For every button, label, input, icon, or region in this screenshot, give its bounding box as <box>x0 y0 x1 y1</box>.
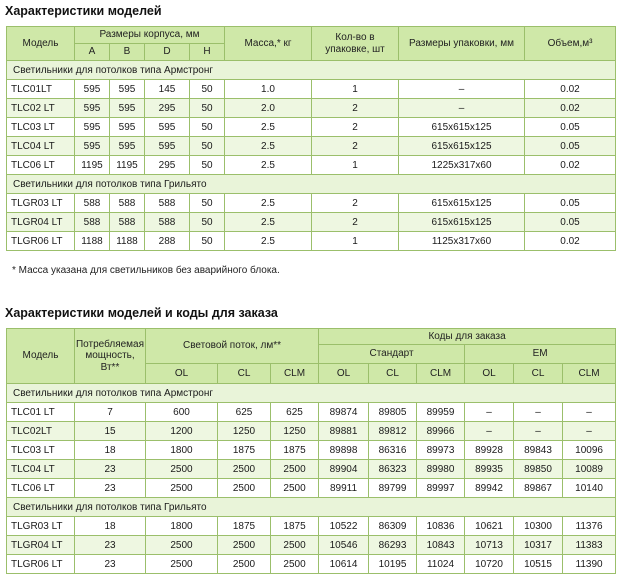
table-cell: 23 <box>75 536 146 555</box>
table-cell: 10836 <box>417 517 465 536</box>
table-cell: 2.5 <box>225 194 312 213</box>
table-cell: 595 <box>75 80 110 99</box>
table-cell: 23 <box>75 460 146 479</box>
table-cell: 1195 <box>75 156 110 175</box>
order-codes-table <box>6 328 616 574</box>
col-dim-a: A <box>75 44 110 61</box>
section-label: Светильники для потолков типа Армстронг <box>7 61 616 80</box>
section-row <box>7 384 616 403</box>
table-row <box>7 422 616 441</box>
table-cell: 10089 <box>563 460 616 479</box>
col-flux: Световой поток, лм** <box>146 329 319 364</box>
table-cell: 86309 <box>369 517 417 536</box>
section-label: Светильники для потолков типа Грильято <box>7 498 616 517</box>
table-cell: 2 <box>312 99 399 118</box>
table-cell: 0.02 <box>525 80 616 99</box>
table-cell: 89997 <box>417 479 465 498</box>
table-cell: 10546 <box>319 536 369 555</box>
models-spec-table <box>6 26 616 251</box>
table-cell: 15 <box>75 422 146 441</box>
footnote: * Масса указана для светильников без аварийного блока. <box>12 265 280 276</box>
table-cell: 1 <box>312 80 399 99</box>
table-cell: 2500 <box>146 460 218 479</box>
table-cell: 595 <box>110 80 145 99</box>
table-cell: 0.02 <box>525 232 616 251</box>
col-standard: Стандарт <box>319 345 465 364</box>
col-qty: Кол-во в упаковке, шт <box>312 27 399 61</box>
col-dim-d: D <box>145 44 190 61</box>
col-dims: Размеры корпуса, мм <box>75 27 225 44</box>
table-cell: 89812 <box>369 422 417 441</box>
table-row <box>7 441 616 460</box>
table-cell: 2500 <box>271 536 319 555</box>
table-cell: 1875 <box>218 441 271 460</box>
col-em: EM <box>465 345 616 364</box>
table-cell: 1800 <box>146 441 218 460</box>
table-cell: 595 <box>110 99 145 118</box>
table1-title: Характеристики моделей <box>5 4 162 18</box>
table-row <box>7 232 616 251</box>
table-cell: 10300 <box>514 517 563 536</box>
table-cell: 2500 <box>271 479 319 498</box>
table-cell: 2500 <box>271 460 319 479</box>
table-cell: 10140 <box>563 479 616 498</box>
table-cell: 89973 <box>417 441 465 460</box>
table-cell: 89980 <box>417 460 465 479</box>
table-cell: 588 <box>145 213 190 232</box>
table-cell: 2 <box>312 118 399 137</box>
table-cell: 2.0 <box>225 99 312 118</box>
table-cell: 10621 <box>465 517 514 536</box>
table-cell: 615x615x125 <box>399 118 525 137</box>
table-cell: 1875 <box>271 441 319 460</box>
table-row <box>7 80 616 99</box>
model-cell: TLC04 LT <box>7 137 75 156</box>
table-cell: 1250 <box>271 422 319 441</box>
col-dim-h: H <box>190 44 225 61</box>
table-cell: 295 <box>145 99 190 118</box>
table-cell: – <box>563 422 616 441</box>
col-std-cl: CL <box>369 364 417 384</box>
section-label: Светильники для потолков типа Грильято <box>7 175 616 194</box>
col-em-ol: OL <box>465 364 514 384</box>
table-cell: 23 <box>75 555 146 574</box>
model-cell: TLGR04 LT <box>7 213 75 232</box>
table-cell: 0.05 <box>525 118 616 137</box>
table-cell: 2500 <box>146 479 218 498</box>
table-cell: 595 <box>75 137 110 156</box>
table-cell: – <box>465 403 514 422</box>
col-flux-cl: CL <box>218 364 271 384</box>
model-cell: TLC04 LT <box>7 460 75 479</box>
table-row <box>7 517 616 536</box>
table-cell: 295 <box>145 156 190 175</box>
table-cell: 600 <box>146 403 218 422</box>
table-cell: 1195 <box>110 156 145 175</box>
col-em-cl: CL <box>514 364 563 384</box>
table-cell: 1800 <box>146 517 218 536</box>
table-row <box>7 536 616 555</box>
table-cell: 615x615x125 <box>399 137 525 156</box>
table-cell: 595 <box>145 118 190 137</box>
table-cell: 2 <box>312 213 399 232</box>
col-std-ol: OL <box>319 364 369 384</box>
table-cell: 595 <box>110 118 145 137</box>
section-label: Светильники для потолков типа Армстронг <box>7 384 616 403</box>
table-cell: 0.02 <box>525 156 616 175</box>
table-cell: 595 <box>110 137 145 156</box>
table-cell: – <box>514 403 563 422</box>
table-cell: 10713 <box>465 536 514 555</box>
model-cell: TLGR06 LT <box>7 555 75 574</box>
table-cell: 1125x317x60 <box>399 232 525 251</box>
table-cell: 50 <box>190 118 225 137</box>
table-cell: 11390 <box>563 555 616 574</box>
table-cell: 86293 <box>369 536 417 555</box>
table-row <box>7 99 616 118</box>
model-cell: TLC06 LT <box>7 479 75 498</box>
table-cell: 10317 <box>514 536 563 555</box>
table-cell: 588 <box>145 194 190 213</box>
model-cell: TLGR04 LT <box>7 536 75 555</box>
table-cell: 288 <box>145 232 190 251</box>
table-cell: 2500 <box>218 460 271 479</box>
table-cell: – <box>465 422 514 441</box>
table-cell: 1 <box>312 156 399 175</box>
table-cell: 2 <box>312 194 399 213</box>
table-cell: 89799 <box>369 479 417 498</box>
table-row <box>7 137 616 156</box>
table-row <box>7 213 616 232</box>
table-cell: 50 <box>190 99 225 118</box>
table-cell: – <box>399 80 525 99</box>
table-cell: 625 <box>271 403 319 422</box>
table-cell: 588 <box>110 213 145 232</box>
table-row <box>7 156 616 175</box>
table-cell: 11376 <box>563 517 616 536</box>
table-cell: 10195 <box>369 555 417 574</box>
table-cell: 10522 <box>319 517 369 536</box>
table-cell: 2.5 <box>225 232 312 251</box>
table-cell: 1875 <box>218 517 271 536</box>
model-cell: TLC01 LT <box>7 403 75 422</box>
table-cell: 2 <box>312 137 399 156</box>
table-cell: 595 <box>75 99 110 118</box>
table-cell: 2500 <box>146 536 218 555</box>
table-row <box>7 403 616 422</box>
table-cell: 89959 <box>417 403 465 422</box>
model-cell: TLC01LT <box>7 80 75 99</box>
model-cell: TLC03 LT <box>7 441 75 460</box>
table-cell: 89874 <box>319 403 369 422</box>
table-cell: 89850 <box>514 460 563 479</box>
table-cell: 23 <box>75 479 146 498</box>
section-row <box>7 61 616 80</box>
table-cell: 11024 <box>417 555 465 574</box>
table-cell: 89805 <box>369 403 417 422</box>
table-cell: 588 <box>110 194 145 213</box>
table-cell: 1188 <box>75 232 110 251</box>
table-cell: 1200 <box>146 422 218 441</box>
table-row <box>7 194 616 213</box>
table-cell: 595 <box>75 118 110 137</box>
table-cell: – <box>563 403 616 422</box>
table-cell: 50 <box>190 156 225 175</box>
table-cell: 89966 <box>417 422 465 441</box>
section-row <box>7 498 616 517</box>
table-cell: 2500 <box>218 536 271 555</box>
table-cell: 0.05 <box>525 213 616 232</box>
table-row <box>7 479 616 498</box>
col-model: Модель <box>7 27 75 61</box>
table-cell: 10720 <box>465 555 514 574</box>
table-cell: 89843 <box>514 441 563 460</box>
col-model: Модель <box>7 329 75 384</box>
col-std-clm: CLM <box>417 364 465 384</box>
model-cell: TLGR03 LT <box>7 194 75 213</box>
table-cell: 50 <box>190 213 225 232</box>
table-cell: 0.05 <box>525 194 616 213</box>
table-cell: 89928 <box>465 441 514 460</box>
table-cell: 10096 <box>563 441 616 460</box>
table-cell: 89935 <box>465 460 514 479</box>
table-cell: 86316 <box>369 441 417 460</box>
table-cell: 2500 <box>218 555 271 574</box>
table-cell: 2500 <box>218 479 271 498</box>
table-cell: 18 <box>75 517 146 536</box>
table-cell: 7 <box>75 403 146 422</box>
col-em-clm: CLM <box>563 364 616 384</box>
table-cell: 2.5 <box>225 118 312 137</box>
table-row <box>7 555 616 574</box>
table-cell: 2.5 <box>225 156 312 175</box>
table-cell: 615x615x125 <box>399 194 525 213</box>
table-cell: 2.5 <box>225 137 312 156</box>
table-cell: 1 <box>312 232 399 251</box>
table-cell: 50 <box>190 232 225 251</box>
model-cell: TLC02 LT <box>7 99 75 118</box>
table-cell: 1.0 <box>225 80 312 99</box>
col-dim-b: B <box>110 44 145 61</box>
model-cell: TLC06 LT <box>7 156 75 175</box>
table-cell: 10515 <box>514 555 563 574</box>
model-cell: TLGR03 LT <box>7 517 75 536</box>
table-cell: 615x615x125 <box>399 213 525 232</box>
table-cell: 89867 <box>514 479 563 498</box>
col-mass: Масса,* кг <box>225 27 312 61</box>
section-row <box>7 175 616 194</box>
col-power: Потребляемая мощность, Вт** <box>75 329 146 384</box>
table-cell: 89942 <box>465 479 514 498</box>
table-cell: 50 <box>190 137 225 156</box>
table-cell: 625 <box>218 403 271 422</box>
table-cell: 89898 <box>319 441 369 460</box>
table-cell: – <box>399 99 525 118</box>
table-cell: 89904 <box>319 460 369 479</box>
table-cell: 0.05 <box>525 137 616 156</box>
col-flux-ol: OL <box>146 364 218 384</box>
table-cell: – <box>514 422 563 441</box>
table-cell: 2.5 <box>225 213 312 232</box>
table2-title: Характеристики моделей и коды для заказа <box>5 306 278 320</box>
table-cell: 86323 <box>369 460 417 479</box>
table-cell: 595 <box>145 137 190 156</box>
col-volume: Объем,м³ <box>525 27 616 61</box>
table-cell: 50 <box>190 80 225 99</box>
table-cell: 10843 <box>417 536 465 555</box>
table-cell: 2500 <box>146 555 218 574</box>
table-cell: 588 <box>75 213 110 232</box>
table-cell: 2500 <box>271 555 319 574</box>
table-cell: 89911 <box>319 479 369 498</box>
table-cell: 1188 <box>110 232 145 251</box>
model-cell: TLC02LT <box>7 422 75 441</box>
col-flux-clm: CLM <box>271 364 319 384</box>
table-row <box>7 460 616 479</box>
table-row <box>7 118 616 137</box>
table-cell: 11383 <box>563 536 616 555</box>
table-cell: 18 <box>75 441 146 460</box>
col-pack: Размеры упаковки, мм <box>399 27 525 61</box>
col-codes: Коды для заказа <box>319 329 616 345</box>
model-cell: TLC03 LT <box>7 118 75 137</box>
table-cell: 145 <box>145 80 190 99</box>
table-cell: 1250 <box>218 422 271 441</box>
table-cell: 1225x317x60 <box>399 156 525 175</box>
table-cell: 10614 <box>319 555 369 574</box>
table-cell: 50 <box>190 194 225 213</box>
table-cell: 588 <box>75 194 110 213</box>
table-cell: 0.02 <box>525 99 616 118</box>
table-cell: 1875 <box>271 517 319 536</box>
table-cell: 89881 <box>319 422 369 441</box>
model-cell: TLGR06 LT <box>7 232 75 251</box>
